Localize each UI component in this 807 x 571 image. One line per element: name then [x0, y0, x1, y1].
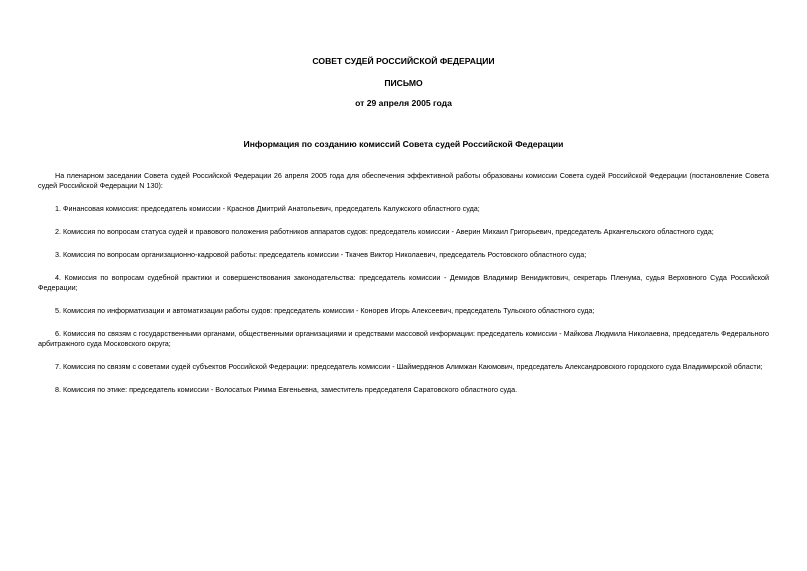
organization-heading: СОВЕТ СУДЕЙ РОССИЙСКОЙ ФЕДЕРАЦИИ — [312, 56, 495, 66]
list-item-personnel-commission: 3. Комиссия по вопросам организационно-кадровой работы: председатель комиссии - Ткачев Виктор Николаевич, председатель Ростовского областного суда; — [55, 250, 587, 259]
list-item-informatization-commission: 5. Комиссия по информатизации и автоматизации работы судов: председатель комиссии - Конорев Игорь Алексеевич, председатель Тульского областного суда; — [55, 306, 595, 315]
list-item-financial-commission: 1. Финансовая комиссия: председатель комиссии - Краснов Дмитрий Анатольевич, председатель Калужского областного суда; — [55, 204, 480, 213]
document-body — [38, 171, 769, 408]
list-item-ethics-commission: 8. Комиссия по этике: председатель комиссии - Волосатых Римма Евгеньевна, заместитель председателя Саратовского областного суда. — [55, 385, 518, 394]
list-item-judicial-practice-commission: 4. Комиссия по вопросам судебной практики и совершенствования законодательства: председатель комиссии - Демидов Владимир Венидиктович, секретарь Пленума, судья Верховного Суда Российской Федерации; — [38, 273, 769, 292]
intro-paragraph: На пленарном заседании Совета судей Российской Федерации 26 апреля 2005 года для обеспечения эффективной работы образованы комиссии Совета судей Российской Федерации (постановление Совета судей Российской Федерации N 130): — [38, 171, 769, 190]
list-item-judges-status-commission: 2. Комиссия по вопросам статуса судей и правового положения работников аппаратов судов: председатель комиссии - Аверин Михаил Григорьевич, председатель Архангельского областного суда; — [55, 227, 714, 236]
list-item-public-relations-commission: 6. Комиссия по связям с государственными органами, общественными организациями и средствами массовой информации: председатель комиссии - Майкова Людмила Николаевна, председатель Федерального арбитражного суда Московского округа; — [38, 329, 769, 348]
document-type-heading: ПИСЬМО — [384, 78, 423, 88]
document-title: Информация по созданию комиссий Совета судей Российской Федерации — [243, 139, 564, 149]
list-item-regional-councils-commission: 7. Комиссия по связям с советами судей субъектов Российской Федерации: председатель комиссии - Шаймердянов Алимжан Каюмович, председатель Александровского городского суда Владимирской области; — [55, 362, 763, 371]
document-date: от 29 апреля 2005 года — [355, 98, 452, 108]
